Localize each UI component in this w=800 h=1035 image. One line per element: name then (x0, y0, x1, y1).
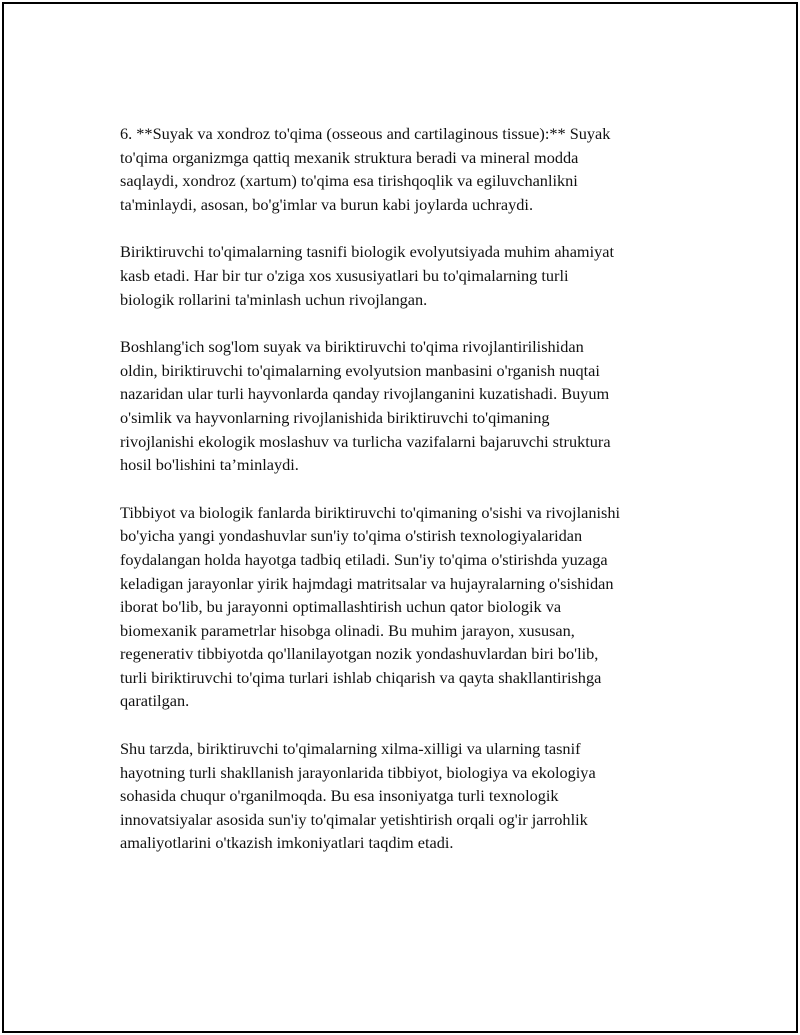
text-line: bo'yicha yangi yondashuvlar sun'iy to'qima o'stirish texnologiyalaridan (120, 526, 583, 546)
paragraph-conclusion (120, 737, 700, 855)
text-line: Boshlang'ich sog'lom suyak va biriktiruvchi to'qima rivojlantirilishidan (120, 337, 584, 357)
text-line: nazaridan ular turli hayvonlarda qanday rivojlanganini kuzatishadi. Buyum (120, 384, 610, 404)
text-line: 6. **Suyak va xondroz to'qima (osseous and cartilaginous tissue):** Suyak (120, 124, 611, 143)
text-line: keladigan jarayonlar yirik hajmdagi matritsalar va hujayralarning o'sishidan (120, 573, 614, 593)
text-line: ta'minlaydi, asosan, bo'g'imlar va burun kabi joylarda uchraydi. (120, 194, 534, 214)
text-line: iborat bo'lib, bu jarayonni optimallashtirish uchun qator biologik va (120, 597, 562, 617)
text-line: amaliyotlarini o'tkazish imkoniyatlari taqdim etadi. (120, 833, 454, 853)
text-line: hayotning turli shakllanish jarayonlarida tibbiyot, biologiya va ekologiya (120, 762, 596, 782)
text-line: sohasida chuqur o'rganilmoqda. Bu esa insoniyatga turli texnologik (120, 786, 559, 806)
text-line: Shu tarzda, biriktiruvchi to'qimalarning xilma-xilligi va ularning tasnif (120, 739, 581, 759)
text-line: biomexanik parametrlar hisobga olinadi. Bu muhim jarayon, xususan, (120, 620, 575, 640)
paragraph-medicine (120, 501, 700, 713)
document-page (2, 2, 798, 1033)
text-line: hosil bo'lishini ta’minlaydi. (120, 455, 299, 475)
paragraph-evolution (120, 335, 700, 477)
text-line: kasb etadi. Har bir tur o'ziga xos xususiyatlari bu to'qimalarning turli (120, 265, 569, 285)
paragraph-classification (120, 240, 700, 311)
text-line: Tibbiyot va biologik fanlarda biriktiruvchi to'qimaning o'sishi va rivojlanishi (120, 502, 620, 522)
text-line: regenerativ tibbiyotda qo'llanilayotgan nozik yondashuvlardan biri bo'lib, (120, 644, 599, 664)
text-line: Biriktiruvchi to'qimalarning tasnifi biologik evolyutsiyada muhim ahamiyat (120, 242, 615, 262)
paragraph-bone-cartilage (120, 122, 700, 216)
text-line: innovatsiyalar asosida sun'iy to'qimalar yetishtirish orqali og'ir jarrohlik (120, 809, 588, 829)
text-line: qaratilgan. (120, 691, 190, 711)
text-line: rivojlanishi ekologik moslashuv va turlicha vazifalarni bajaruvchi struktura (120, 431, 611, 451)
text-line: to'qima organizmga qattiq mexanik struktura beradi va mineral modda (120, 147, 579, 167)
text-line: o'simlik va hayvonlarning rivojlanishida biriktiruvchi to'qimaning (120, 407, 550, 427)
text-line: oldin, biriktiruvchi to'qimalarning evolyutsion manbasini o'rganish nuqtai (120, 360, 600, 380)
text-line: biologik rollarini ta'minlash uchun rivojlangan. (120, 289, 428, 309)
text-line: turli biriktiruvchi to'qima turlari ishlab chiqarish va qayta shakllantirishga (120, 667, 602, 687)
text-line: foydalangan holda hayotga tadbiq etiladi. Sun'iy to'qima o'stirishda yuzaga (120, 549, 608, 569)
text-line: saqlaydi, xondroz (xartum) to'qima esa tirishqoqlik va egiluvchanlikni (120, 171, 578, 191)
document-body (120, 122, 700, 879)
